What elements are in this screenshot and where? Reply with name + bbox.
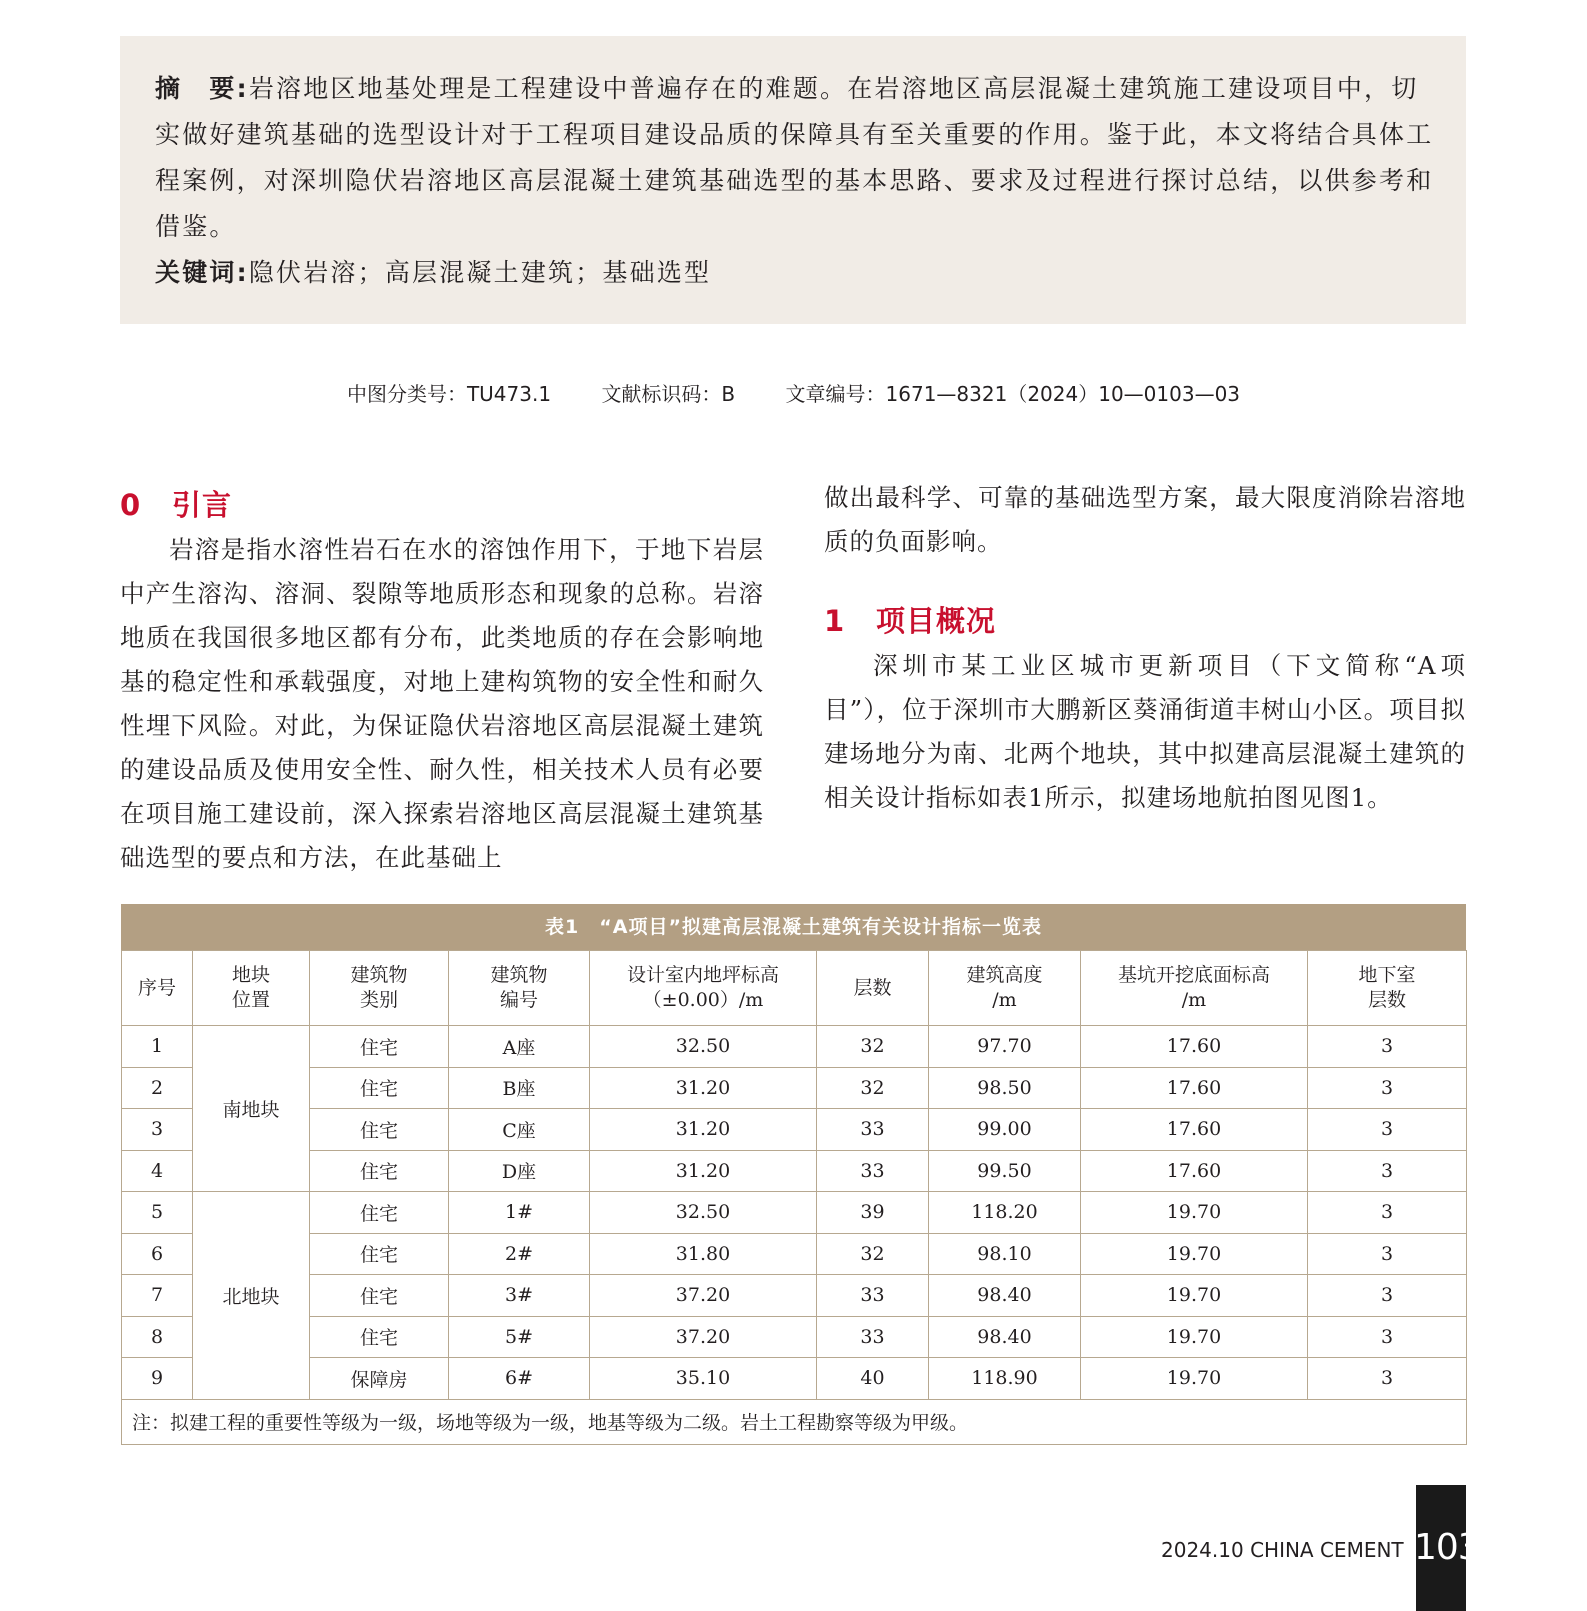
table-group-cell: 南地块 [193, 1026, 310, 1192]
table-header-row [122, 951, 1467, 1026]
section-0-paragraph-continued: 做出最科学、可靠的基础选型方案，最大限度消除岩溶地质的负面影响。 [824, 483, 1466, 556]
left-column [120, 482, 764, 880]
clc-number: 中图分类号：TU473.1 [346, 382, 552, 406]
table-cell: 39 [817, 1192, 929, 1234]
section-1-title: 项目概况 [876, 604, 997, 638]
table-cell: 6 [122, 1233, 193, 1275]
table-cell: 32.50 [590, 1192, 817, 1234]
table-cell: 住宅 [310, 1067, 449, 1109]
table-cell: 3 [1308, 1358, 1467, 1400]
table-cell: 5# [449, 1316, 590, 1358]
table-cell: 3 [1308, 1026, 1467, 1068]
table-cell: 3 [1308, 1067, 1467, 1109]
table-row [122, 1275, 1467, 1317]
table-cell: 97.70 [929, 1026, 1081, 1068]
table-cell: 118.20 [929, 1192, 1081, 1234]
table-cell: 19.70 [1081, 1233, 1308, 1275]
table-cell: 19.70 [1081, 1275, 1308, 1317]
table-cell: 住宅 [310, 1109, 449, 1151]
table-cell: 31.20 [590, 1067, 817, 1109]
abstract-content [155, 66, 1445, 296]
table-1 [121, 904, 1466, 1445]
table-cell: 98.40 [929, 1275, 1081, 1317]
table-cell: 3 [122, 1109, 193, 1151]
table-cell: 1 [122, 1026, 193, 1068]
table-cell: 4 [122, 1150, 193, 1192]
table-header-cell: 地块 位置 [193, 951, 310, 1026]
table-header-cell: 建筑物 类别 [310, 951, 449, 1026]
table-row [122, 1067, 1467, 1109]
table-cell: 3 [1308, 1233, 1467, 1275]
table-1-title: 表1 “A项目”拟建高层混凝土建筑有关设计指标一览表 [121, 904, 1466, 950]
table-row [122, 1358, 1467, 1400]
abstract-text: 岩溶地区地基处理是工程建设中普遍存在的难题。在岩溶地区高层混凝土建筑施工建设项目中，切实做好建筑基础的选型设计对于工程项目建设品质的保障具有至关重要的作用。鉴于此，本文将结合具体工程案例，对深圳隐伏岩溶地区高层混凝土建筑基础选型的基本思路、要求及过程进行探讨总结，以供参考和借鉴。 [155, 74, 1434, 241]
table-cell: 5 [122, 1192, 193, 1234]
table-header-cell: 设计室内地坪标高 （±0.00）/m [590, 951, 817, 1026]
section-1-number: 1 [824, 604, 846, 638]
table-cell: 2# [449, 1233, 590, 1275]
table-cell: 31.20 [590, 1109, 817, 1151]
table-cell: 99.50 [929, 1150, 1081, 1192]
table-header-cell: 基坑开挖底面标高 /m [1081, 951, 1308, 1026]
table-row [122, 1150, 1467, 1192]
table-cell: 31.80 [590, 1233, 817, 1275]
journal-footer: 2024.10 CHINA CEMENT [1161, 1538, 1404, 1562]
table-cell: 3 [1308, 1150, 1467, 1192]
abstract-box [120, 36, 1466, 324]
table-cell: 住宅 [310, 1150, 449, 1192]
section-0-heading [120, 482, 764, 528]
table-cell: 37.20 [590, 1275, 817, 1317]
table-cell: 8 [122, 1316, 193, 1358]
keywords-text: 隐伏岩溶；高层混凝土建筑；基础选型 [248, 258, 712, 287]
table-1-grid [121, 950, 1467, 1445]
table-header-cell: 建筑物 编号 [449, 951, 590, 1026]
section-0-paragraph: 岩溶是指水溶性岩石在水的溶蚀作用下，于地下岩层中产生溶沟、溶洞、裂隙等地质形态和现象的总称。岩溶地质在我国很多地区都有分布，此类地质的存在会影响地基的稳定性和承载强度，对地上建构筑物的安全性和耐久性埋下风险。对此，为保证隐伏岩溶地区高层混凝土建筑的建设品质及使用安全性、耐久性，相关技术人员有必要在项目施工建设前，深入探索岩溶地区高层混凝土建筑基础选型的要点和方法，在此基础上 [120, 535, 764, 872]
table-cell: 32 [817, 1233, 929, 1275]
table-row [122, 1233, 1467, 1275]
table-cell: 32 [817, 1026, 929, 1068]
table-cell: 33 [817, 1275, 929, 1317]
page-number: 103 [1414, 1527, 1480, 1568]
table-row [122, 1316, 1467, 1358]
table-cell: C座 [449, 1109, 590, 1151]
table-header-cell: 序号 [122, 951, 193, 1026]
keywords-label: 关键词: [155, 258, 249, 287]
article-number: 文章编号：1671—8321（2024）10—0103—03 [785, 382, 1241, 406]
table-cell: 3 [1308, 1192, 1467, 1234]
table-cell: 17.60 [1081, 1150, 1308, 1192]
table-cell: 住宅 [310, 1316, 449, 1358]
table-cell: D座 [449, 1150, 590, 1192]
table-cell: 32 [817, 1067, 929, 1109]
table-cell: 19.70 [1081, 1192, 1308, 1234]
table-cell: 98.40 [929, 1316, 1081, 1358]
table-cell: 6# [449, 1358, 590, 1400]
table-cell: 33 [817, 1316, 929, 1358]
table-cell: 99.00 [929, 1109, 1081, 1151]
table-cell: 3 [1308, 1109, 1467, 1151]
section-1-heading [824, 598, 1466, 644]
table-cell: B座 [449, 1067, 590, 1109]
table-header-cell: 建筑高度 /m [929, 951, 1081, 1026]
table-cell: 32.50 [590, 1026, 817, 1068]
abstract-label: 摘 要: [155, 74, 249, 103]
table-cell: 17.60 [1081, 1109, 1308, 1151]
table-cell: 37.20 [590, 1316, 817, 1358]
table-cell: 17.60 [1081, 1026, 1308, 1068]
table-cell: 住宅 [310, 1192, 449, 1234]
section-0-number: 0 [120, 488, 142, 522]
table-header-cell: 层数 [817, 951, 929, 1026]
table-header-cell: 地下室 层数 [1308, 951, 1467, 1026]
table-cell: 9 [122, 1358, 193, 1400]
table-cell: 98.50 [929, 1067, 1081, 1109]
section-1-paragraph: 深圳市某工业区城市更新项目（下文简称“A项目”），位于深圳市大鹏新区葵涌街道丰树山小区。项目拟建场地分为南、北两个地块，其中拟建高层混凝土建筑的相关设计指标如表1所示，拟建场地航拍图见图1。 [824, 651, 1466, 812]
table-cell: 住宅 [310, 1026, 449, 1068]
table-cell: 住宅 [310, 1233, 449, 1275]
table-cell: 35.10 [590, 1358, 817, 1400]
table-cell: A座 [449, 1026, 590, 1068]
document-code: 文献标识码：B [601, 382, 736, 406]
table-row [122, 1109, 1467, 1151]
table-group-cell: 北地块 [193, 1192, 310, 1400]
table-cell: 98.10 [929, 1233, 1081, 1275]
table-cell: 19.70 [1081, 1316, 1308, 1358]
table-cell: 3# [449, 1275, 590, 1317]
table-cell: 2 [122, 1067, 193, 1109]
table-note: 注：拟建工程的重要性等级为一级，场地等级为一级，地基等级为二级。岩土工程勘察等级为甲级。 [122, 1399, 1467, 1444]
table-cell: 1# [449, 1192, 590, 1234]
table-cell: 保障房 [310, 1358, 449, 1400]
table-row [122, 1026, 1467, 1068]
table-cell: 住宅 [310, 1275, 449, 1317]
table-cell: 118.90 [929, 1358, 1081, 1400]
table-note-row [122, 1399, 1467, 1444]
table-row [122, 1192, 1467, 1234]
table-cell: 33 [817, 1109, 929, 1151]
article-meta [0, 378, 1587, 407]
table-cell: 19.70 [1081, 1358, 1308, 1400]
table-cell: 33 [817, 1150, 929, 1192]
table-cell: 7 [122, 1275, 193, 1317]
right-column [824, 476, 1466, 820]
table-cell: 17.60 [1081, 1067, 1308, 1109]
table-cell: 40 [817, 1358, 929, 1400]
table-cell: 31.20 [590, 1150, 817, 1192]
table-cell: 3 [1308, 1316, 1467, 1358]
table-cell: 3 [1308, 1275, 1467, 1317]
section-0-title: 引言 [172, 488, 233, 522]
